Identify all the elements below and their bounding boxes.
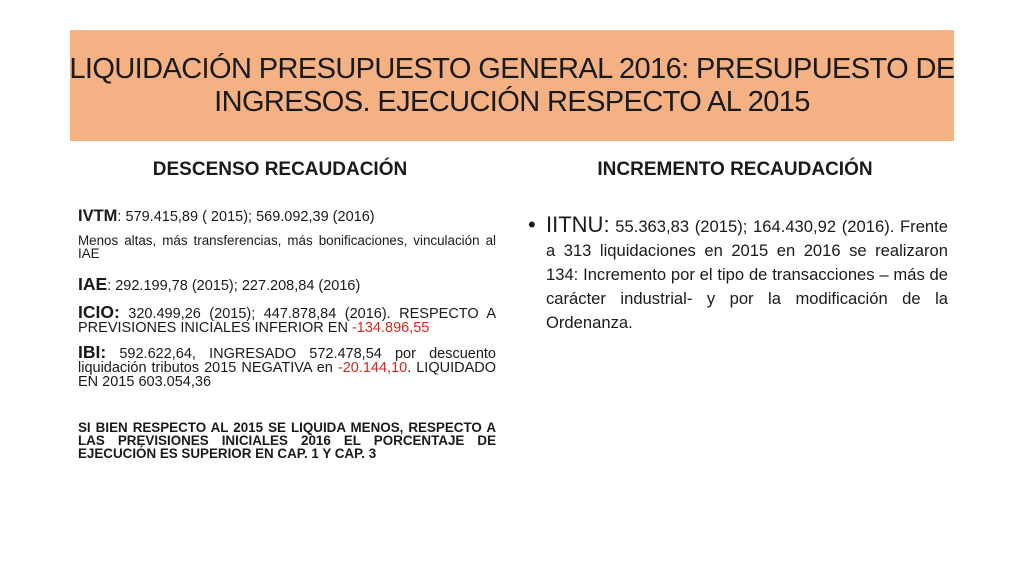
- iae-value: : 292.199,78 (2015); 227.208,84 (2016): [107, 278, 361, 294]
- ivtm-value: : 579.415,89 ( 2015); 569.092,39 (2016): [117, 209, 375, 225]
- left-column-heading: DESCENSO RECAUDACIÓN: [152, 159, 408, 180]
- bullet-dot-icon: •: [528, 212, 536, 237]
- iae-paragraph: [78, 274, 496, 295]
- ivtm-paragraph: [78, 207, 496, 226]
- iitnu-bullet: [528, 213, 948, 335]
- icio-negative-amount: -134.896,55: [351, 320, 430, 336]
- slide-title-line-1: LIQUIDACIÓN PRESUPUESTO GENERAL 2016: PRESUPUESTO DE: [69, 52, 955, 85]
- iitnu-body: 55.363,83 (2015); 164.430,92 (2016). Frente a 313 liquidaciones en 2015 en 2016 se realizaron 134: Incremento por el tipo de transacciones – más de carácter industrial- y por la modificación de la Ordenanza.: [546, 217, 948, 332]
- iitnu-label: IITNU:: [546, 212, 610, 237]
- iae-label: IAE: [78, 274, 108, 294]
- ibi-value: 592.622,64, INGRESADO 572.478,54 por descuento liquidación tributos 2015 NEGATIVA en: [78, 346, 496, 376]
- ibi-label: IBI:: [78, 342, 107, 362]
- icio-label: ICIO:: [78, 302, 120, 322]
- icio-paragraph: [78, 302, 496, 336]
- ivtm-note: Menos altas, más transferencias, más bonificaciones, vinculación al IAE: [78, 233, 496, 261]
- iitnu-text: [546, 213, 948, 335]
- ibi-tail: . LIQUIDADO EN 2015 603.054,36: [78, 360, 497, 390]
- icio-value: 320.499,26 (2015); 447.878,84 (2016). RESPECTO A PREVISIONES INICIALES INFERIOR EN: [78, 306, 496, 336]
- right-column: [528, 213, 948, 335]
- title-banner: [70, 30, 954, 141]
- ibi-negative-amount: -20.144,10: [337, 360, 408, 376]
- closing-statement: SI BIEN RESPECTO AL 2015 SE LIQUIDA MENOS, RESPECTO A LAS PREVISIONES INICIALES 2016 EL PORCENTAJE DE EJECUCIÓN ES SUPERIOR EN CAP. 1 Y CAP. 3: [78, 420, 496, 461]
- ibi-paragraph: [78, 342, 497, 390]
- slide-title-line-2: INGRESOS. EJECUCIÓN RESPECTO AL 2015: [214, 85, 810, 118]
- left-column: [78, 207, 496, 460]
- right-column-heading: INCREMENTO RECAUDACIÓN: [597, 159, 873, 180]
- ivtm-label: IVTM: [78, 207, 118, 225]
